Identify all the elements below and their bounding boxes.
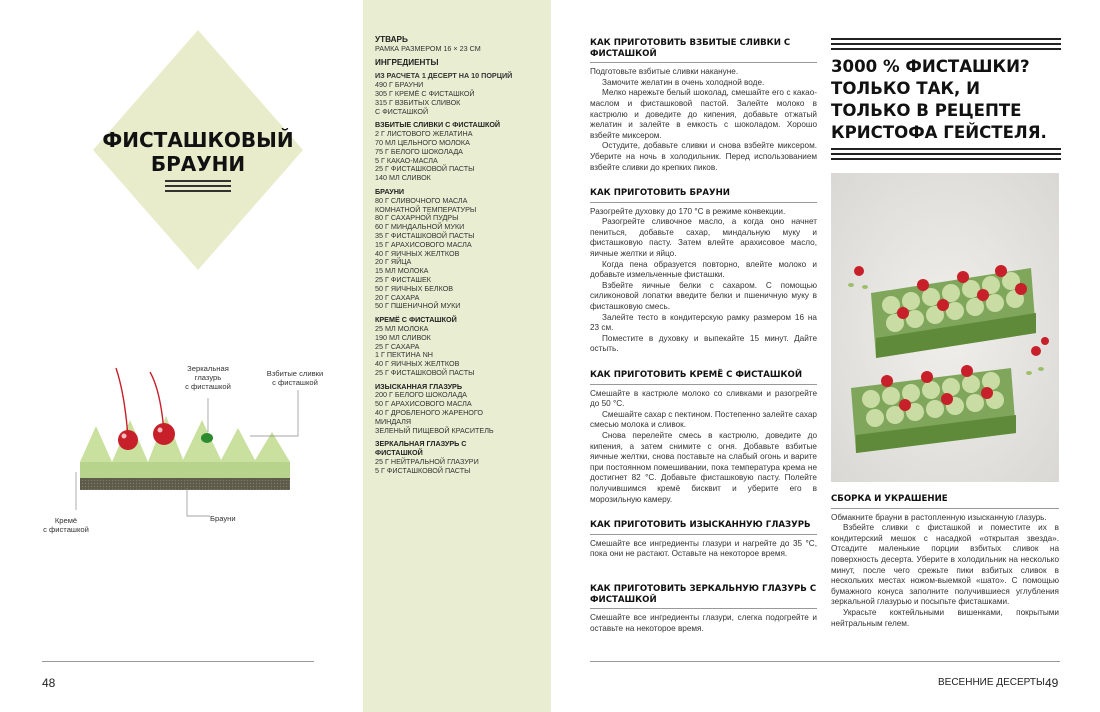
- headline-stripes-bottom: [831, 148, 1061, 160]
- headline-block-bottom: [831, 148, 1061, 160]
- mirror-glaze-heading: ЗЕРКАЛЬНАЯ ГЛАЗУРЬ С ФИСТАШКОЙ: [375, 439, 467, 458]
- section-title: КАК ПРИГОТОВИТЬ КРЕМЁ С ФИСТАШКОЙ: [590, 370, 803, 380]
- section-title: КАК ПРИГОТОВИТЬ ЗЕРКАЛЬНУЮ ГЛАЗУРЬ С ФИСТАШКОЙ: [590, 584, 817, 605]
- section-mirror-glaze: КАК ПРИГОТОВИТЬ ЗЕРКАЛЬНУЮ ГЛАЗУРЬ С ФИСТАШКОЙ Смешайте все ингредиенты глазури, слегка подогрейте и оставьте на некоторое время.: [590, 584, 817, 633]
- right-footer-rule: [590, 661, 1060, 662]
- section-brownie: КАК ПРИГОТОВИТЬ БРАУНИ Разогрейте духовку до 170 °С в режиме конвекции. Разогрейте сливочное масло, а когда оно начнет пениться, добавьте сахар, миндальную муку и фисташковую пасту. Затем влейте арахисовое масло, яичные желтки и яйцо. Когда пена образуется повторно, влейте молоко и добавьте измельченные фисташки. Взбейте яичные белки с сахаром. С помощью силиконовой лопатки введите белки и пшеничную муку в фисташковую смесь. Залейте тесто в кондитерскую рамку размером 16 на 23 см. Поместите в духовку и выпекайте 15 минут. Дайте остыть.: [590, 188, 817, 354]
- headline-block: [831, 38, 1061, 50]
- whipped-cream-peaks: [80, 416, 290, 462]
- dessert-photo: [831, 173, 1059, 482]
- ingredients-heading: ИНГРЕДИЕНТЫ: [375, 57, 439, 67]
- cherry-1: [118, 430, 138, 450]
- label-creme: Кремё с фисташкой: [43, 516, 89, 534]
- label-glaze: Зеркальная глазурь с фисташкой: [185, 364, 231, 391]
- headline-stripes-top: [831, 38, 1061, 50]
- section-title: КАК ПРИГОТОВИТЬ БРАУНИ: [590, 188, 730, 198]
- section-creme: КАК ПРИГОТОВИТЬ КРЕМЁ С ФИСТАШКОЙ Смешайте в кастрюле молоко со сливками и разогрейте до 50 °С. Смешайте сахар с пектином. Постепенно залейте сахар смесью молока и сливок. Снова перелейте смесь в кастрюлю, доведите до кипения, а затем снимите с огня. Добавьте взбитые яичные желтки, снова поставьте на слабый огонь и варите при постоянном помешивании, пока температура крема не достигнет 82 °С. Добавьте фисташковую пасту. Полейте получившимся кремё бисквит и уберите его в морозильную камеру.: [590, 370, 817, 504]
- yield-heading: ИЗ РАСЧЕТА 1 ДЕСЕРТ НА 10 ПОРЦИЙ: [375, 71, 513, 81]
- page-number-left: 48: [42, 676, 56, 690]
- title-stripes: [165, 180, 231, 192]
- section-title: СБОРКА И УКРАШЕНИЕ: [831, 494, 948, 504]
- title-diamond: [93, 30, 303, 270]
- left-footer-rule: [42, 661, 314, 662]
- footer-chapter-label: ВЕСЕННИЕ ДЕСЕРТЫ: [938, 677, 1045, 688]
- section-title: КАК ПРИГОТОВИТЬ ИЗЫСКАННУЮ ГЛАЗУРЬ: [590, 520, 811, 530]
- section-assembly: СБОРКА И УКРАШЕНИЕ Обмакните брауни в растопленную изысканную глазурь. Взбейте сливки с фисташкой и поместите их в кондитерский мешок с насадкой «открытая звезда». Отсадите маленькие порции взбитых сливок на поверхность десерта. Уберите в холодильник на несколько минут, после чего срежьте пики взбитых сливок в нескольких местах ножом-выемкой «шато». С помощью бумажного конуса заполните получившиеся углубления зеркальной глазурью и посыпьте фисташками. Украсьте коктейльными вишенками, покрытыми нейтральным гелем.: [831, 494, 1059, 628]
- brownie-heading: БРАУНИ: [375, 186, 405, 196]
- label-whipped-cream: Взбитые сливки с фисташкой: [266, 369, 324, 387]
- creme-layer: [80, 462, 290, 478]
- pistachio-piece: [201, 433, 213, 443]
- label-brownie: Брауни: [210, 514, 236, 523]
- recipe-title-line2: БРАУНИ: [150, 152, 246, 176]
- creme-heading: КРЕМЁ С ФИСТАШКОЙ: [375, 315, 457, 325]
- cherry-2: [153, 423, 175, 445]
- section-title: КАК ПРИГОТОВИТЬ ВЗБИТЫЕ СЛИВКИ С ФИСТАШКОЙ: [590, 38, 791, 59]
- recipe-title: [93, 128, 303, 176]
- whipped-cream-heading: ВЗБИТЫЕ СЛИВКИ С ФИСТАШКОЙ: [375, 120, 501, 130]
- tools-heading: УТВАРЬ: [375, 35, 408, 44]
- brownie-layer: [80, 478, 290, 490]
- page-number-right: 49: [1045, 676, 1059, 690]
- section-whipped-cream: КАК ПРИГОТОВИТЬ ВЗБИТЫЕ СЛИВКИ С ФИСТАШКОЙ Подготовьте взбитые сливки накануне. Замочите желатин в очень холодной воде. Мелко нарежьте белый шоколад, смешайте его с какао-маслом и фисташковой пастой. Залейте молоко в кастрюлю и доведите до кипения, добавьте отжатый желатин и залейте в емкость с шоколадом. Хорошо взбейте миксером. Остудите, добавьте сливки и снова взбейте миксером. Уберите на ночь в холодильник. Перед использованием взбейте сливки до крепких пиков.: [590, 38, 817, 172]
- section-fancy-glaze: КАК ПРИГОТОВИТЬ ИЗЫСКАННУЮ ГЛАЗУРЬ Смешайте все ингредиенты глазури и нагрейте до 35 °С, пока они не растают. Оставьте на некоторое время.: [590, 520, 817, 559]
- ingredients-list: УТВАРЬ РАМКА РАЗМЕРОМ 16 × 23 СМ ИНГРЕДИЕНТЫ ИЗ РАСЧЕТА 1 ДЕСЕРТ НА 10 ПОРЦИЙ 490 Г БРАУНИ 305 Г КРЕМЁ С ФИСТАШКОЙ 315 Г ВЗБИТЫХ СЛИВОК С ФИСТАШКОЙ ВЗБИТЫЕ СЛИВКИ С ФИСТАШКОЙ 2 Г ЛИСТОВОГО ЖЕЛАТИНА 70 МЛ ЦЕЛЬНОГО МОЛОКА 75 Г БЕЛОГО ШОКОЛАДА 5 Г КАКАО-МАСЛА 25 Г ФИСТАШКОВОЙ ПАСТЫ 140 МЛ СЛИВОК БРАУНИ 80 Г СЛИВОЧНОГО МАСЛА КОМНАТНОЙ ТЕМПЕРАТУРЫ 80 Г САХАРНОЙ ПУДРЫ 60 Г МИНДАЛЬНОЙ МУКИ 35 Г ФИСТАШКОВОЙ ПАСТЫ 15 Г АРАХИСОВОГО МАСЛА 40 Г ЯИЧНЫХ ЖЕЛТКОВ 20 Г ЯЙЦА 15 МЛ МОЛОКА 25 Г ФИСТАШЕК 50 Г ЯИЧНЫХ БЕЛКОВ 20 Г САХАРА 50 Г ПШЕНИЧНОЙ МУКИ КРЕМЁ С ФИСТАШКОЙ 25 МЛ МОЛОКА 190 МЛ СЛИВОК 25 Г САХАРА 1 Г ПЕКТИНА NH 40 Г ЯИЧНЫХ ЖЕЛТКОВ 25 Г ФИСТАШКОВОЙ ПАСТЫ ИЗЫСКАННАЯ ГЛАЗУРЬ 200 Г БЕЛОГО ШОКОЛАДА 50 Г АРАХИСОВОГО МАСЛА 40 Г ДРОБЛЕНОГО ЖАРЕНОГО МИНДАЛЯ ЗЕЛЕНЫЙ ПИЩЕВОЙ КРАСИТЕЛЬ ЗЕРКАЛЬНАЯ ГЛАЗУРЬ С ФИСТАШКОЙ 25 Г НЕЙТРАЛЬНОЙ ГЛАЗУРИ 5 Г ФИСТАШКОВОЙ ПАСТЫ: [375, 36, 545, 476]
- fancy-glaze-heading: ИЗЫСКАННАЯ ГЛАЗУРЬ: [375, 381, 462, 391]
- recipe-title-line1: ФИСТАШКОВЫЙ: [102, 128, 294, 152]
- headline: 3000 % ФИСТАШКИ? ТОЛЬКО ТАК, И ТОЛЬКО В РЕЦЕПТЕ КРИСТОФА ГЕЙСТЕЛЯ.: [831, 57, 1047, 142]
